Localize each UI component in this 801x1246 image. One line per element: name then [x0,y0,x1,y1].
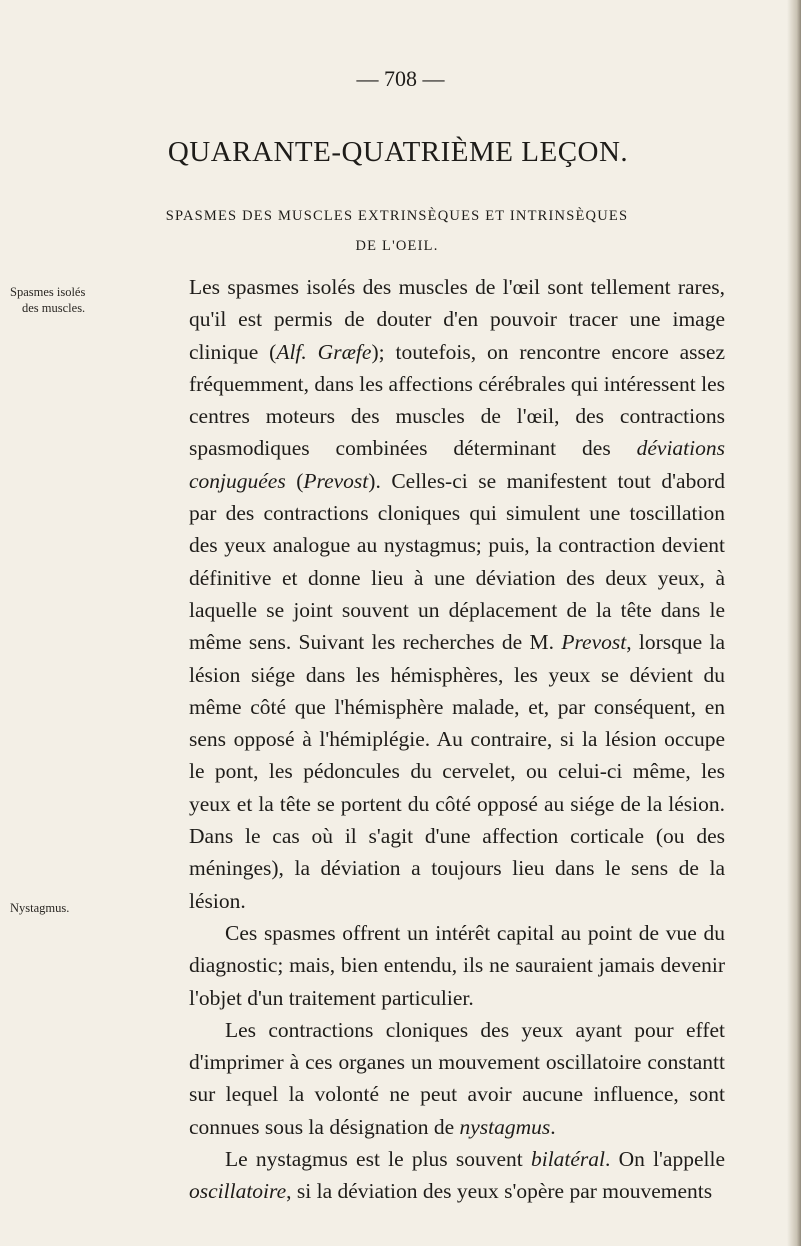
subtitle-line-1: SPASMES DES MUSCLES EXTRINSÈQUES ET INTRINSÈQUES [165,208,629,224]
text-run: ); toutefois, on rencontre encore assez fréquemment, dans les affections cérébrales qui intéressent les centres moteurs des muscles de l'œil, des contractions spasmodiques combinées déterminant des [189,339,725,461]
text-run: . On l'appelle [605,1147,725,1172]
text-run: Les spasmes isolés des muscles de l'œil sont tellement rares, qu'il est permis de douter d'en pouvoir tracer une image clinique ( [189,275,725,364]
margin-note-line: des muscles. [22,301,86,315]
text-run: , lorsque la lésion siége dans les hémisphères, les yeux se dévient du même côté que l'hémisphère malade, et, par conséquent, en sens opposé à l'hémiplégie. Au contraire, si la lésion occupe le pont, les pédoncules du cervelet, ou celui-ci même, les yeux et la tête se portent du côté opposé au siége de la lésion. Dans le cas où il s'agit d'une affection corticale (ou des méninges), la déviation a toujours lieu dans le sens de la lésion. [189,630,726,913]
margin-note-nystagmus: Nystagmus. [10,901,70,915]
term: bilatéral [530,1147,606,1172]
paragraph-4 [189,1143,725,1208]
text-run: , si la déviation des yeux s'opère par mouvements [286,1179,713,1204]
term: oscillatoire [189,1179,287,1204]
subtitle-line-2: DE L'OEIL. [355,238,439,254]
page-edge-shadow [787,0,801,1246]
text-run: Les contractions cloniques des yeux ayant pour effet d'imprimer à ces organes un mouvement oscillatoire constantt sur lequel la volonté ne peut avoir aucune influence, sont connues sous la désignation de [189,1017,725,1139]
author-ref: Prevost [561,630,627,655]
term: déviations conjuguées [189,436,725,493]
text-run: Le nystagmus est le plus souvent [225,1147,531,1172]
paragraph-2: Ces spasmes offrent un intérêt capital au point de vue du diagnostic; mais, bien entendu, ils ne sauraient jamais devenir l'objet d'un traitement particulier. [189,920,725,1010]
margin-note-line: Spasmes isolés [10,285,86,299]
body-text [189,271,725,1208]
paragraph-3 [189,1014,725,1143]
author-ref: Alf. Græfe [276,339,372,364]
paragraph-1 [189,271,725,917]
author-ref: Prevost [303,468,369,493]
lesson-subtitle [128,201,666,261]
page-number: — 708 — [356,66,445,91]
term: nystagmus [459,1114,551,1139]
lesson-title: QUARANTE-QUATRIÈME LEÇON. [167,136,629,168]
text-run: ( [285,468,304,493]
margin-note-spasmes [10,284,130,316]
text-run: ). Celles-ci se manifestent tout d'abord par des contractions cloniques qui simulent une toscillation des yeux analogue au nystagmus; puis, la contraction devient définitive et donne lieu à une déviation des deux yeux, à laquelle se joint souvent un déplacement de la tête dans le même sens. Suivant les recherches de M. [189,468,725,655]
text-run: . [550,1114,556,1139]
